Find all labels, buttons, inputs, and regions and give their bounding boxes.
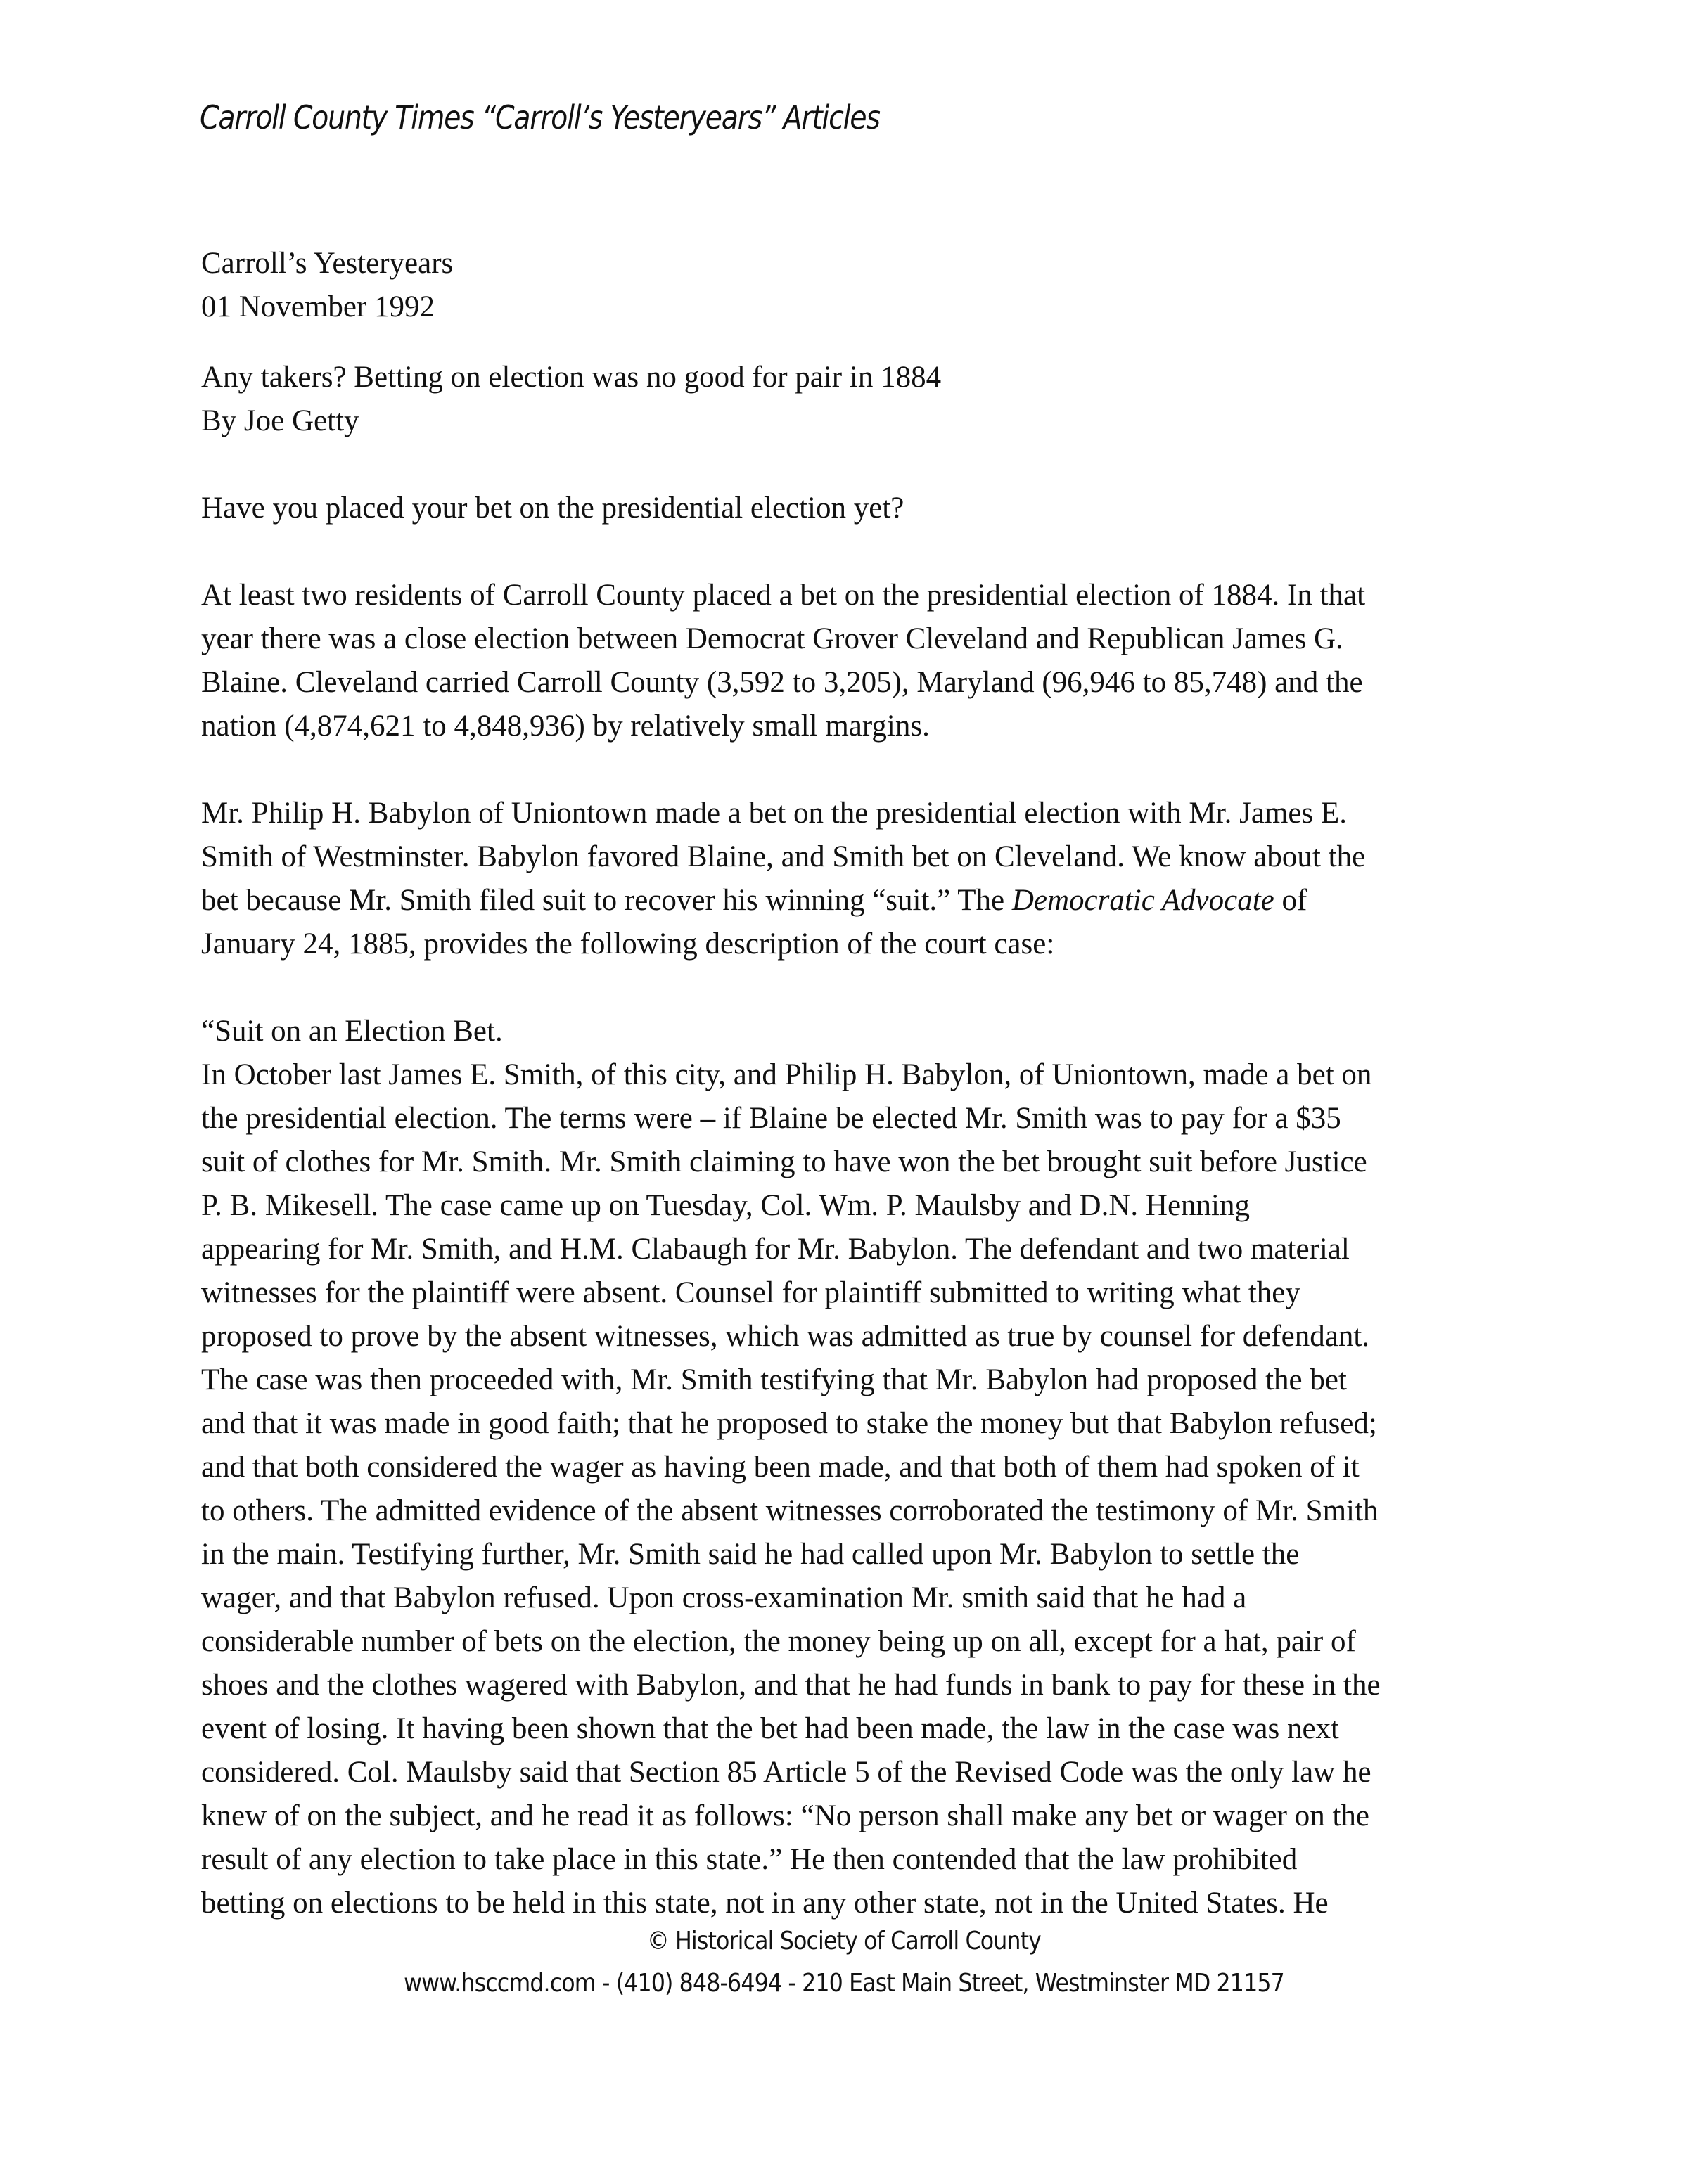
paragraph-line: nation (4,874,621 to 4,848,936) by relatively small margins. (201, 709, 930, 743)
quote-line: suit of clothes for Mr. Smith. Mr. Smith claiming to have won the bet brought suit before Justice (201, 1145, 1367, 1178)
quote-line: proposed to prove by the absent witnesses, which was admitted as true by counsel for defendant. (201, 1320, 1370, 1353)
paragraph-2 (201, 792, 1516, 966)
paragraph-1 (201, 574, 1516, 748)
quote-line: appearing for Mr. Smith, and H.M. Clabaugh for Mr. Babylon. The defendant and two material (201, 1233, 1350, 1266)
quote-line: and that both considered the wager as having been made, and that both of them had spoken of it (201, 1451, 1360, 1484)
article-body (201, 242, 1516, 1925)
quote-line: event of losing. It having been shown that the bet had been made, the law in the case was next (201, 1712, 1339, 1745)
publication-name: Democratic Advocate (1011, 884, 1274, 917)
quote-line: to others. The admitted evidence of the absent witnesses corroborated the testimony of Mr. Smith (201, 1494, 1379, 1527)
page-header-title: Carroll County Times “Carroll’s Yesteryears” Articles (200, 98, 880, 136)
quote-line: wager, and that Babylon refused. Upon cross-examination Mr. smith said that he had a (201, 1581, 1247, 1614)
quote-line: betting on elections to be held in this state, not in any other state, not in the United States. He (201, 1887, 1329, 1920)
quote-line: P. B. Mikesell. The case came up on Tuesday, Col. Wm. P. Maulsby and D.N. Henning (201, 1189, 1250, 1222)
quote-title: “Suit on an Election Bet. (201, 1015, 503, 1048)
paragraph-line: Smith of Westminster. Babylon favored Blaine, and Smith bet on Cleveland. We know about the (201, 840, 1366, 873)
quote-line: result of any election to take place in this state.” He then contended that the law prohibited (201, 1843, 1298, 1876)
quote-line: and that it was made in good faith; that he proposed to stake the money but that Babylon refused; (201, 1407, 1377, 1440)
quote-line: considerable number of bets on the election, the money being up on all, except for a hat, pair of (201, 1625, 1356, 1658)
quote-line: witnesses for the plaintiff were absent. Counsel for plaintiff submitted to writing what they (201, 1276, 1300, 1309)
quote-line: considered. Col. Maulsby said that Section 85 Article 5 of the Revised Code was the only law he (201, 1756, 1372, 1789)
footer-copyright: © Historical Society of Carroll County (646, 1927, 1042, 1955)
paragraph-line: January 24, 1885, provides the following description of the court case: (201, 927, 1055, 961)
quoted-article (201, 1010, 1516, 1925)
quote-line: shoes and the clothes wagered with Babylon, and that he had funds in bank to pay for these in the (201, 1669, 1381, 1702)
text-run: bet because Mr. Smith filed suit to recover his winning “suit.” The (201, 884, 1012, 917)
column-name: Carroll’s Yesteryears (201, 247, 454, 280)
quote-line: The case was then proceeded with, Mr. Smith testifying that Mr. Babylon had proposed the bet (201, 1363, 1347, 1396)
footer-contact: www.hsccmd.com - (410) 848-6494 - 210 East Main Street, Westminster MD 21157 (404, 1969, 1284, 1998)
quote-line: In October last James E. Smith, of this city, and Philip H. Babylon, of Uniontown, made a bet on (201, 1058, 1372, 1091)
article-date: 01 November 1992 (201, 290, 435, 323)
article-byline: By Joe Getty (201, 404, 359, 437)
paragraph-line: Blaine. Cleveland carried Carroll County (3,592 to 3,205), Maryland (96,946 to 85,748) and the (201, 666, 1363, 699)
quote-line: the presidential election. The terms were – if Blaine be elected Mr. Smith was to pay for a $35 (201, 1102, 1341, 1135)
paragraph-line (201, 879, 1516, 923)
text-run: of (1274, 884, 1307, 917)
paragraph-line: At least two residents of Carroll County placed a bet on the presidential election of 1884. In that (201, 579, 1366, 612)
intro-paragraph: Have you placed your bet on the presidential election yet? (201, 492, 904, 525)
quote-line: knew of on the subject, and he read it as follows: “No person shall make any bet or wager on the (201, 1799, 1369, 1832)
quote-line: in the main. Testifying further, Mr. Smith said he had called upon Mr. Babylon to settle the (201, 1538, 1300, 1571)
article-headline: Any takers? Betting on election was no good for pair in 1884 (201, 361, 942, 394)
paragraph-line: year there was a close election between Democrat Grover Cleveland and Republican James G. (201, 622, 1343, 655)
paragraph-line: Mr. Philip H. Babylon of Uniontown made a bet on the presidential election with Mr. James E. (201, 797, 1347, 830)
